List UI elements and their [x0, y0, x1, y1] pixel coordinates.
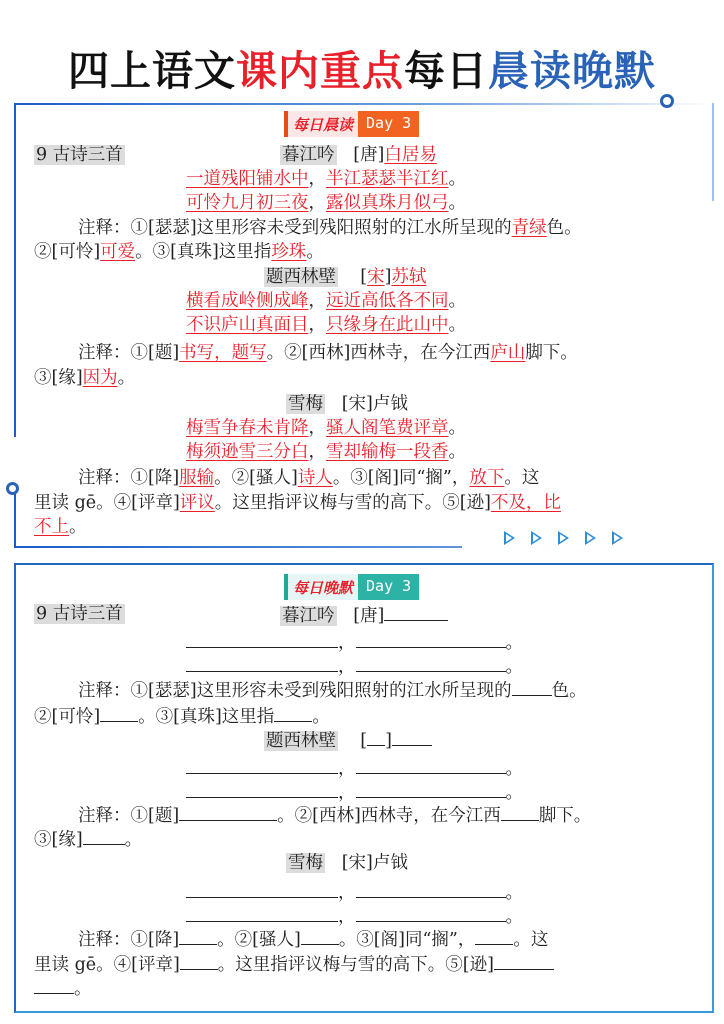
poem-line: 可怜九月初三夜，露似真珠月似弓。	[186, 193, 466, 213]
annotation: 注释：①[题] 。②[西林]西林寺，在今江西 脚下。	[78, 802, 591, 828]
answer-blank[interactable]	[274, 703, 312, 722]
tag-label: 每日晚默	[288, 574, 358, 600]
blank-line: ， 。	[186, 629, 523, 655]
answer-blank[interactable]	[179, 926, 217, 945]
annotation: 注释：①[降] 。②[骚人] 。③[阁]同“搁”， 。这	[78, 926, 548, 952]
answer-blank[interactable]	[356, 779, 506, 798]
tag-label: 每日晨读	[288, 111, 358, 137]
frame-right-line	[712, 103, 714, 201]
annotation: 注释：①[降]服输。②[骚人]诗人。③[阁]同“搁”，放下。这	[78, 468, 540, 488]
answer-blank[interactable]	[83, 826, 125, 845]
answer-blank[interactable]	[356, 903, 506, 922]
answer-blank[interactable]	[392, 727, 432, 746]
blank-line: ， 。	[186, 879, 523, 905]
answer-blank[interactable]	[384, 602, 448, 621]
answer-blank[interactable]	[186, 903, 338, 922]
poem-heading: 题西林壁 [ ]	[264, 727, 432, 753]
answer-blank[interactable]	[356, 629, 506, 648]
poem-line: 不识庐山真面目，只缘身在此山中。	[186, 315, 466, 335]
tag-day: Day 3	[358, 111, 419, 137]
poem-heading: 雪梅 [宋]卢钺	[288, 853, 408, 873]
answer-blank[interactable]	[367, 727, 385, 746]
annotation: 注释：①[题]书写，题写。②[西林]西林寺，在今江西庐山脚下。	[78, 343, 578, 363]
evening-tag	[284, 574, 419, 600]
answer-blank[interactable]	[501, 802, 539, 821]
unit-label: 9 古诗三首	[36, 604, 123, 624]
answer-blank[interactable]	[356, 653, 506, 672]
arrow-right-icon	[585, 531, 596, 545]
arrow-right-icon	[612, 531, 623, 545]
poem-heading: 暮江吟 [唐]白居易	[282, 145, 437, 165]
tag-day: Day 3	[358, 574, 419, 600]
ring-decoration-icon	[6, 482, 19, 495]
arrow-right-icon	[504, 531, 515, 545]
answer-blank[interactable]	[180, 951, 218, 970]
arrow-right-icon	[531, 531, 542, 545]
morning-reading-section	[14, 103, 714, 548]
annotation: 。	[34, 975, 92, 1001]
answer-blank[interactable]	[186, 879, 338, 898]
blank-line: ， 。	[186, 755, 523, 781]
answer-blank[interactable]	[186, 629, 338, 648]
annotation: 里读 gē。④[评章] 。这里指评议梅与雪的高下。⑤[逊]	[34, 951, 554, 977]
arrow-decoration	[504, 531, 623, 545]
annotation: 里读 gē。④[评章]评议。这里指评议梅与雪的高下。⑤[逊]不及，比	[34, 493, 561, 513]
frame-bottom-line	[14, 546, 462, 548]
blank-line: ， 。	[186, 903, 523, 929]
annotation: ②[可怜] 。③[真珠]这里指 。	[34, 703, 330, 729]
title-part-3: 每日	[404, 47, 488, 95]
answer-blank[interactable]	[186, 653, 338, 672]
title-part-1: 四上语文	[68, 47, 236, 95]
answer-blank[interactable]	[494, 951, 554, 970]
answer-blank[interactable]	[100, 703, 138, 722]
annotation: ②[可怜]可爱。③[真珠]这里指珍珠。	[34, 242, 324, 262]
poem-heading: 暮江吟 [唐]	[280, 602, 448, 628]
morning-tag	[284, 111, 419, 137]
poem-heading: 雪梅 [宋]卢钺	[288, 394, 408, 414]
answer-blank[interactable]	[186, 755, 338, 774]
answer-blank[interactable]	[356, 755, 506, 774]
unit-label: 9 古诗三首	[36, 145, 123, 165]
answer-blank[interactable]	[34, 975, 74, 994]
poem-line: 横看成岭侧成峰，远近高低各不同。	[186, 291, 466, 311]
answer-blank[interactable]	[179, 802, 277, 821]
poem-line: 梅雪争春未肯降，骚人阁笔费评章。	[186, 418, 466, 438]
frame-top-line	[14, 103, 714, 105]
title-part-2: 课内重点	[236, 47, 404, 95]
annotation: 注释：①[瑟瑟]这里形容未受到残阳照射的江水所呈现的青绿色。	[78, 218, 582, 238]
answer-blank[interactable]	[301, 926, 339, 945]
annotation: 不上。	[34, 517, 87, 537]
poem-line: 梅须逊雪三分白，雪却输梅一段香。	[186, 442, 466, 462]
ring-decoration-icon	[660, 94, 674, 108]
answer-blank[interactable]	[512, 677, 552, 696]
annotation: 注释：①[瑟瑟]这里形容未受到残阳照射的江水所呈现的 色。	[78, 677, 587, 703]
arrow-right-icon	[558, 531, 569, 545]
poem-heading: 题西林壁 [宋]苏轼	[266, 267, 427, 287]
answer-blank[interactable]	[475, 926, 513, 945]
poem-line: 一道残阳铺水中，半江瑟瑟半江红。	[186, 169, 466, 189]
annotation: ③[缘] 。	[34, 826, 142, 852]
answer-blank[interactable]	[356, 879, 506, 898]
title-part-4: 晨读晚默	[488, 47, 656, 95]
annotation: ③[缘]因为。	[34, 368, 136, 388]
answer-blank[interactable]	[186, 779, 338, 798]
evening-dictation-section	[14, 563, 714, 1013]
page-title	[0, 38, 724, 97]
blank-line: ， 。	[186, 779, 523, 805]
blank-line: ， 。	[186, 653, 523, 679]
